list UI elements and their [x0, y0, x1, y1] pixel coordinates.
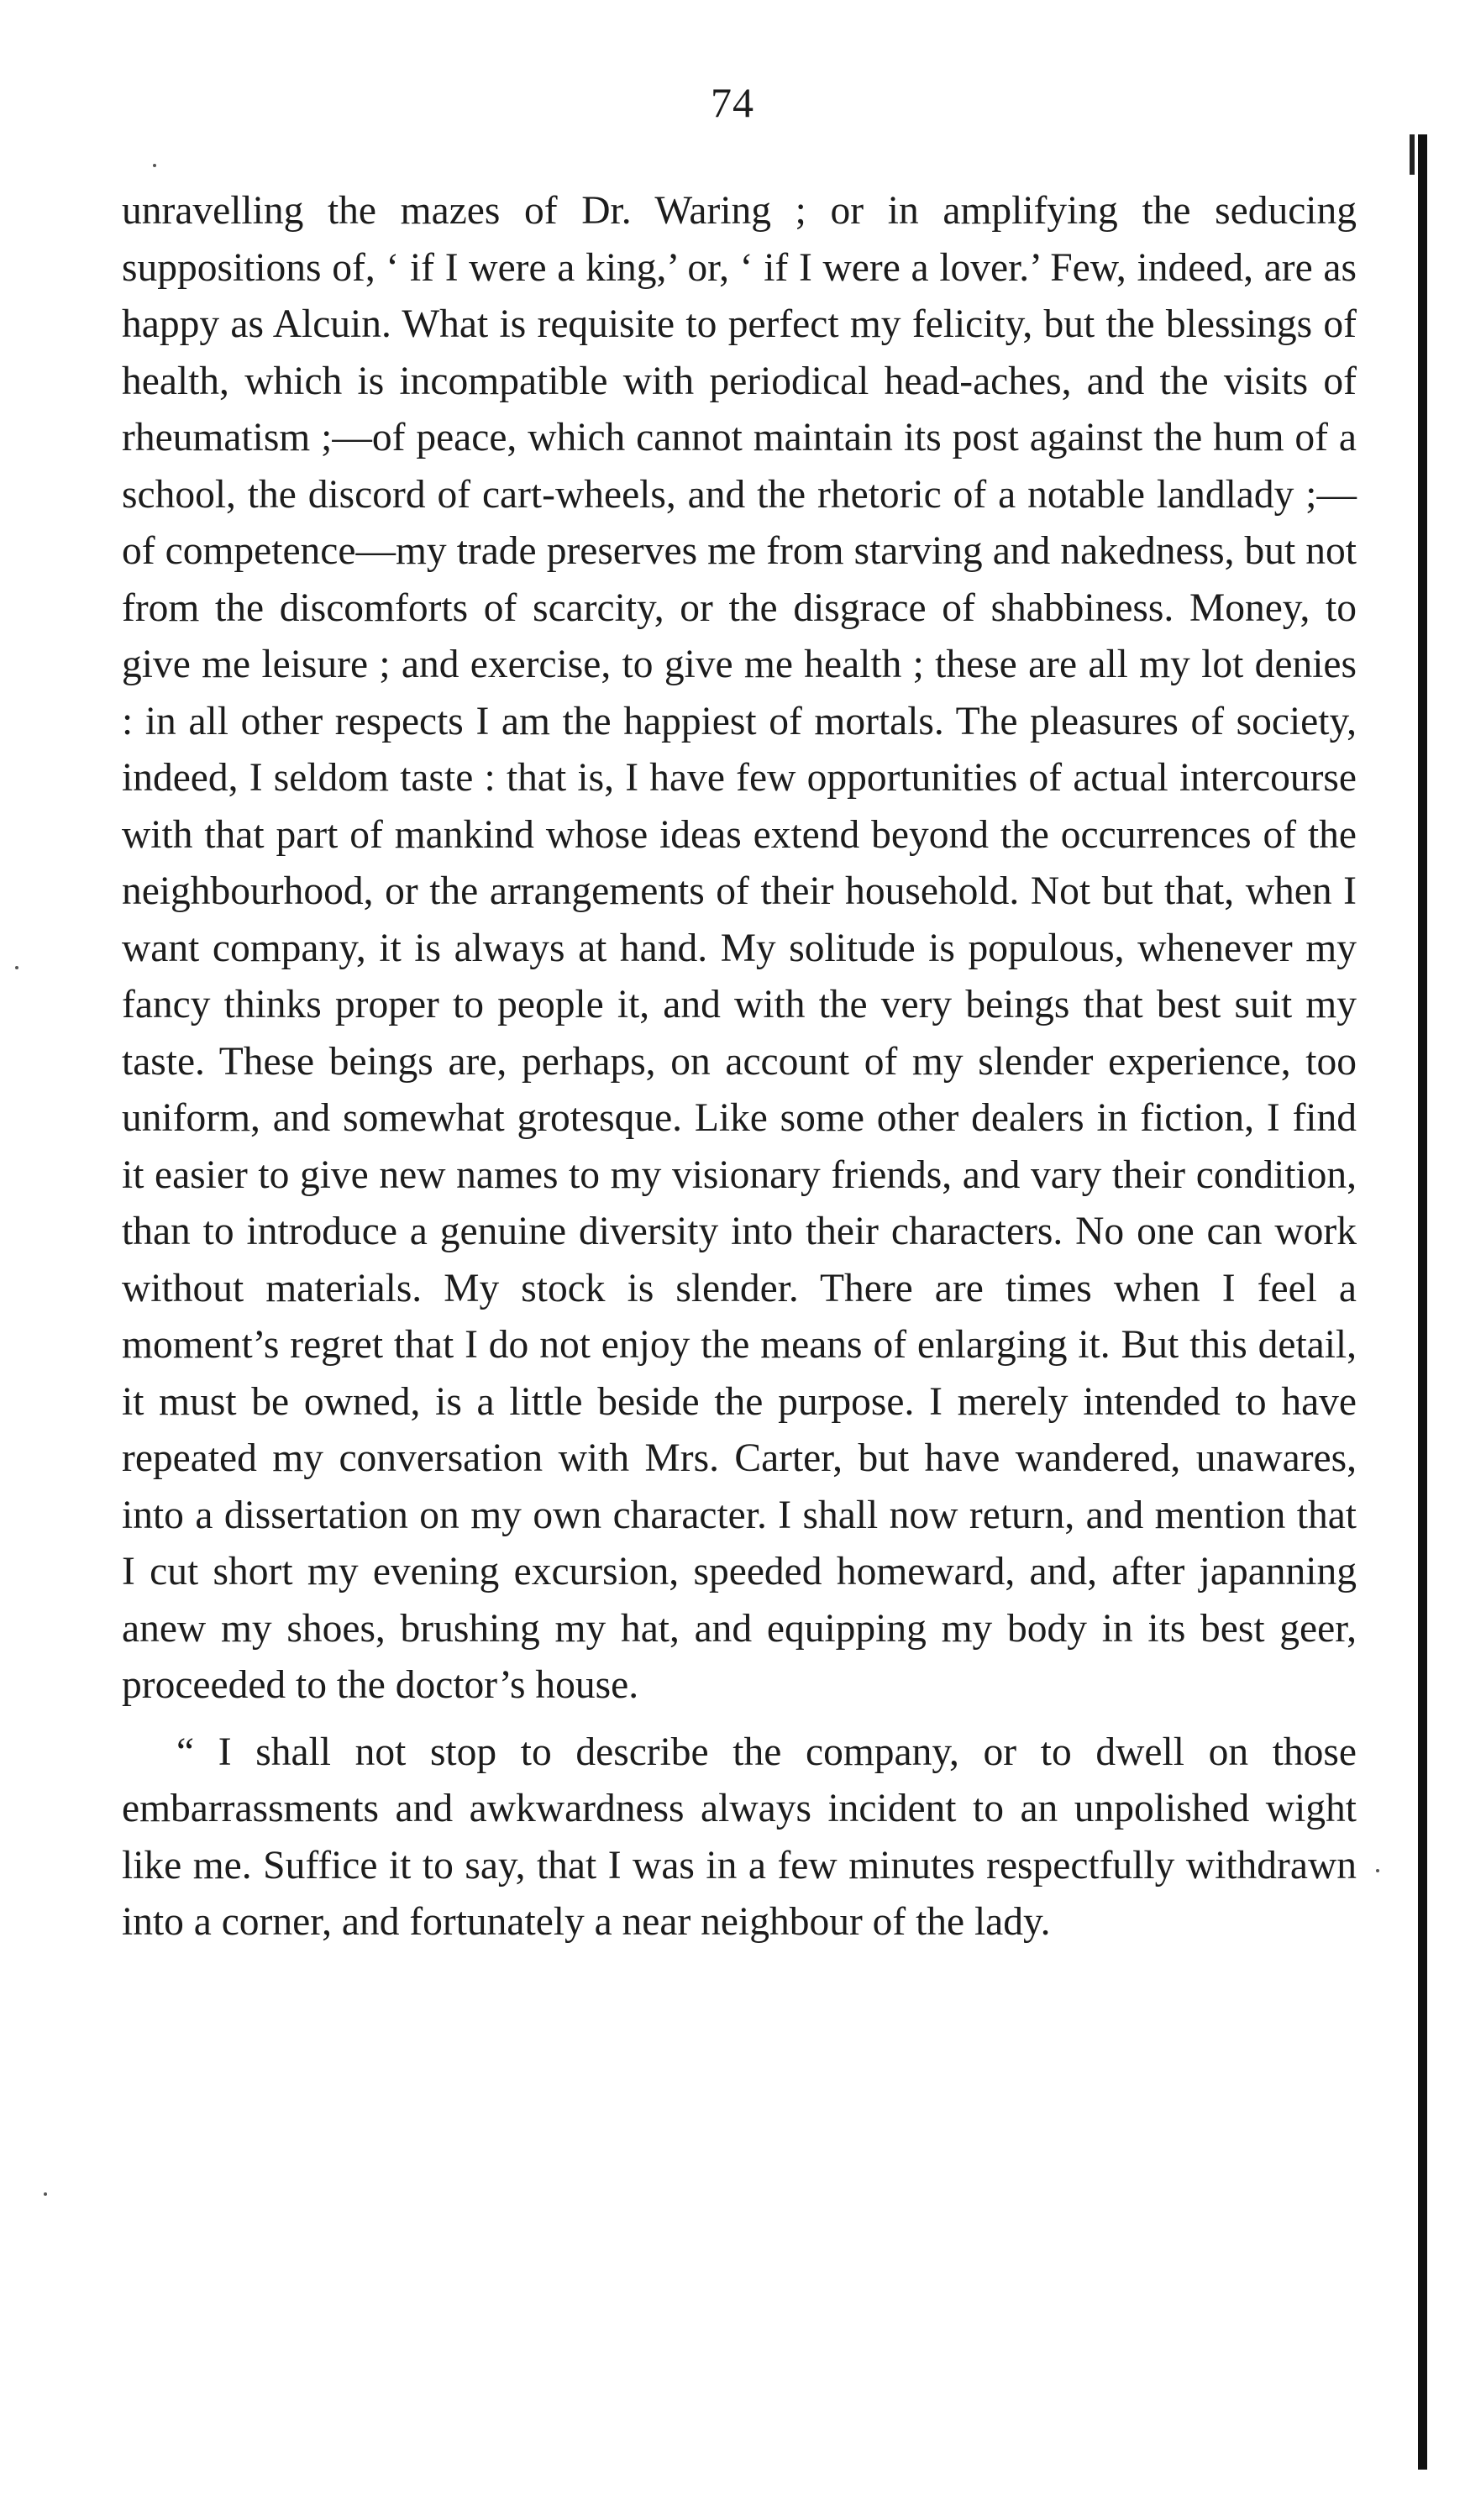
margin-speck [15, 966, 18, 969]
margin-speck [1376, 1869, 1379, 1872]
page-body [122, 183, 1357, 1951]
paragraph-1: unravelling the mazes of Dr. Waring ; or in amplifying the seducing suppositions of, ‘ if I were a king,’ or, ‘ if I were a lover.’ Few, indeed, are as happy as Alcuin. What is requisite to perfect my felicity, but the blessings of health, which is incompatible with periodical head-aches, and the visits of rheumatism ;—of peace, which cannot maintain its post against the hum of a school, the discord of cart-wheels, and the rhetoric of a notable landlady ;—of competence—my trade preserves me from starving and nakedness, but not from the discomforts of scarcity, or the disgrace of shabbiness. Money, to give me leisure ; and exercise, to give me health ; these are all my lot denies : in all other respects I am the happiest of mortals. The pleasures of society, indeed, I seldom taste : that is, I have few opportunities of actual intercourse with that part of mankind whose ideas extend beyond the occurrences of the neighbourhood, or the arrangements of their household. Not but that, when I want company, it is always at hand. My solitude is populous, whenever my fancy thinks proper to people it, and with the very beings that best suit my taste. These beings are, perhaps, on account of my slender experience, too uniform, and somewhat grotesque. Like some other dealers in fiction, I find it easier to give new names to my visionary friends, and vary their condition, than to introduce a genuine diversity into their characters. No one can work without materials. My stock is slender. There are times when I feel a moment’s regret that I do not enjoy the means of enlarging it. But this detail, it must be owned, is a little beside the purpose. I merely intended to have repeated my conversation with Mrs. Carter, but have wandered, unawares, into a dissertation on my own character. I shall now return, and mention that I cut short my evening excursion, speeded homeward, and, after japanning anew my shoes, brushing my hat, and equipping my body in its best geer, proceeded to the doctor’s house. [122, 189, 1357, 1707]
page-edge-shadow [1418, 134, 1427, 2470]
margin-speck [44, 2192, 47, 2196]
margin-speck [153, 164, 156, 167]
paragraph-2: “ I shall not stop to describe the company, or to dwell on those embarrassments and awkwardness always incident to an unpolished wight like me. Suffice it to say, that I was in a few minutes respectfully withdrawn into a corner, and fortunately a near neighbour of the lady. [122, 1730, 1357, 1944]
page-number: 74 [711, 79, 754, 126]
page-edge-tick [1410, 134, 1415, 175]
